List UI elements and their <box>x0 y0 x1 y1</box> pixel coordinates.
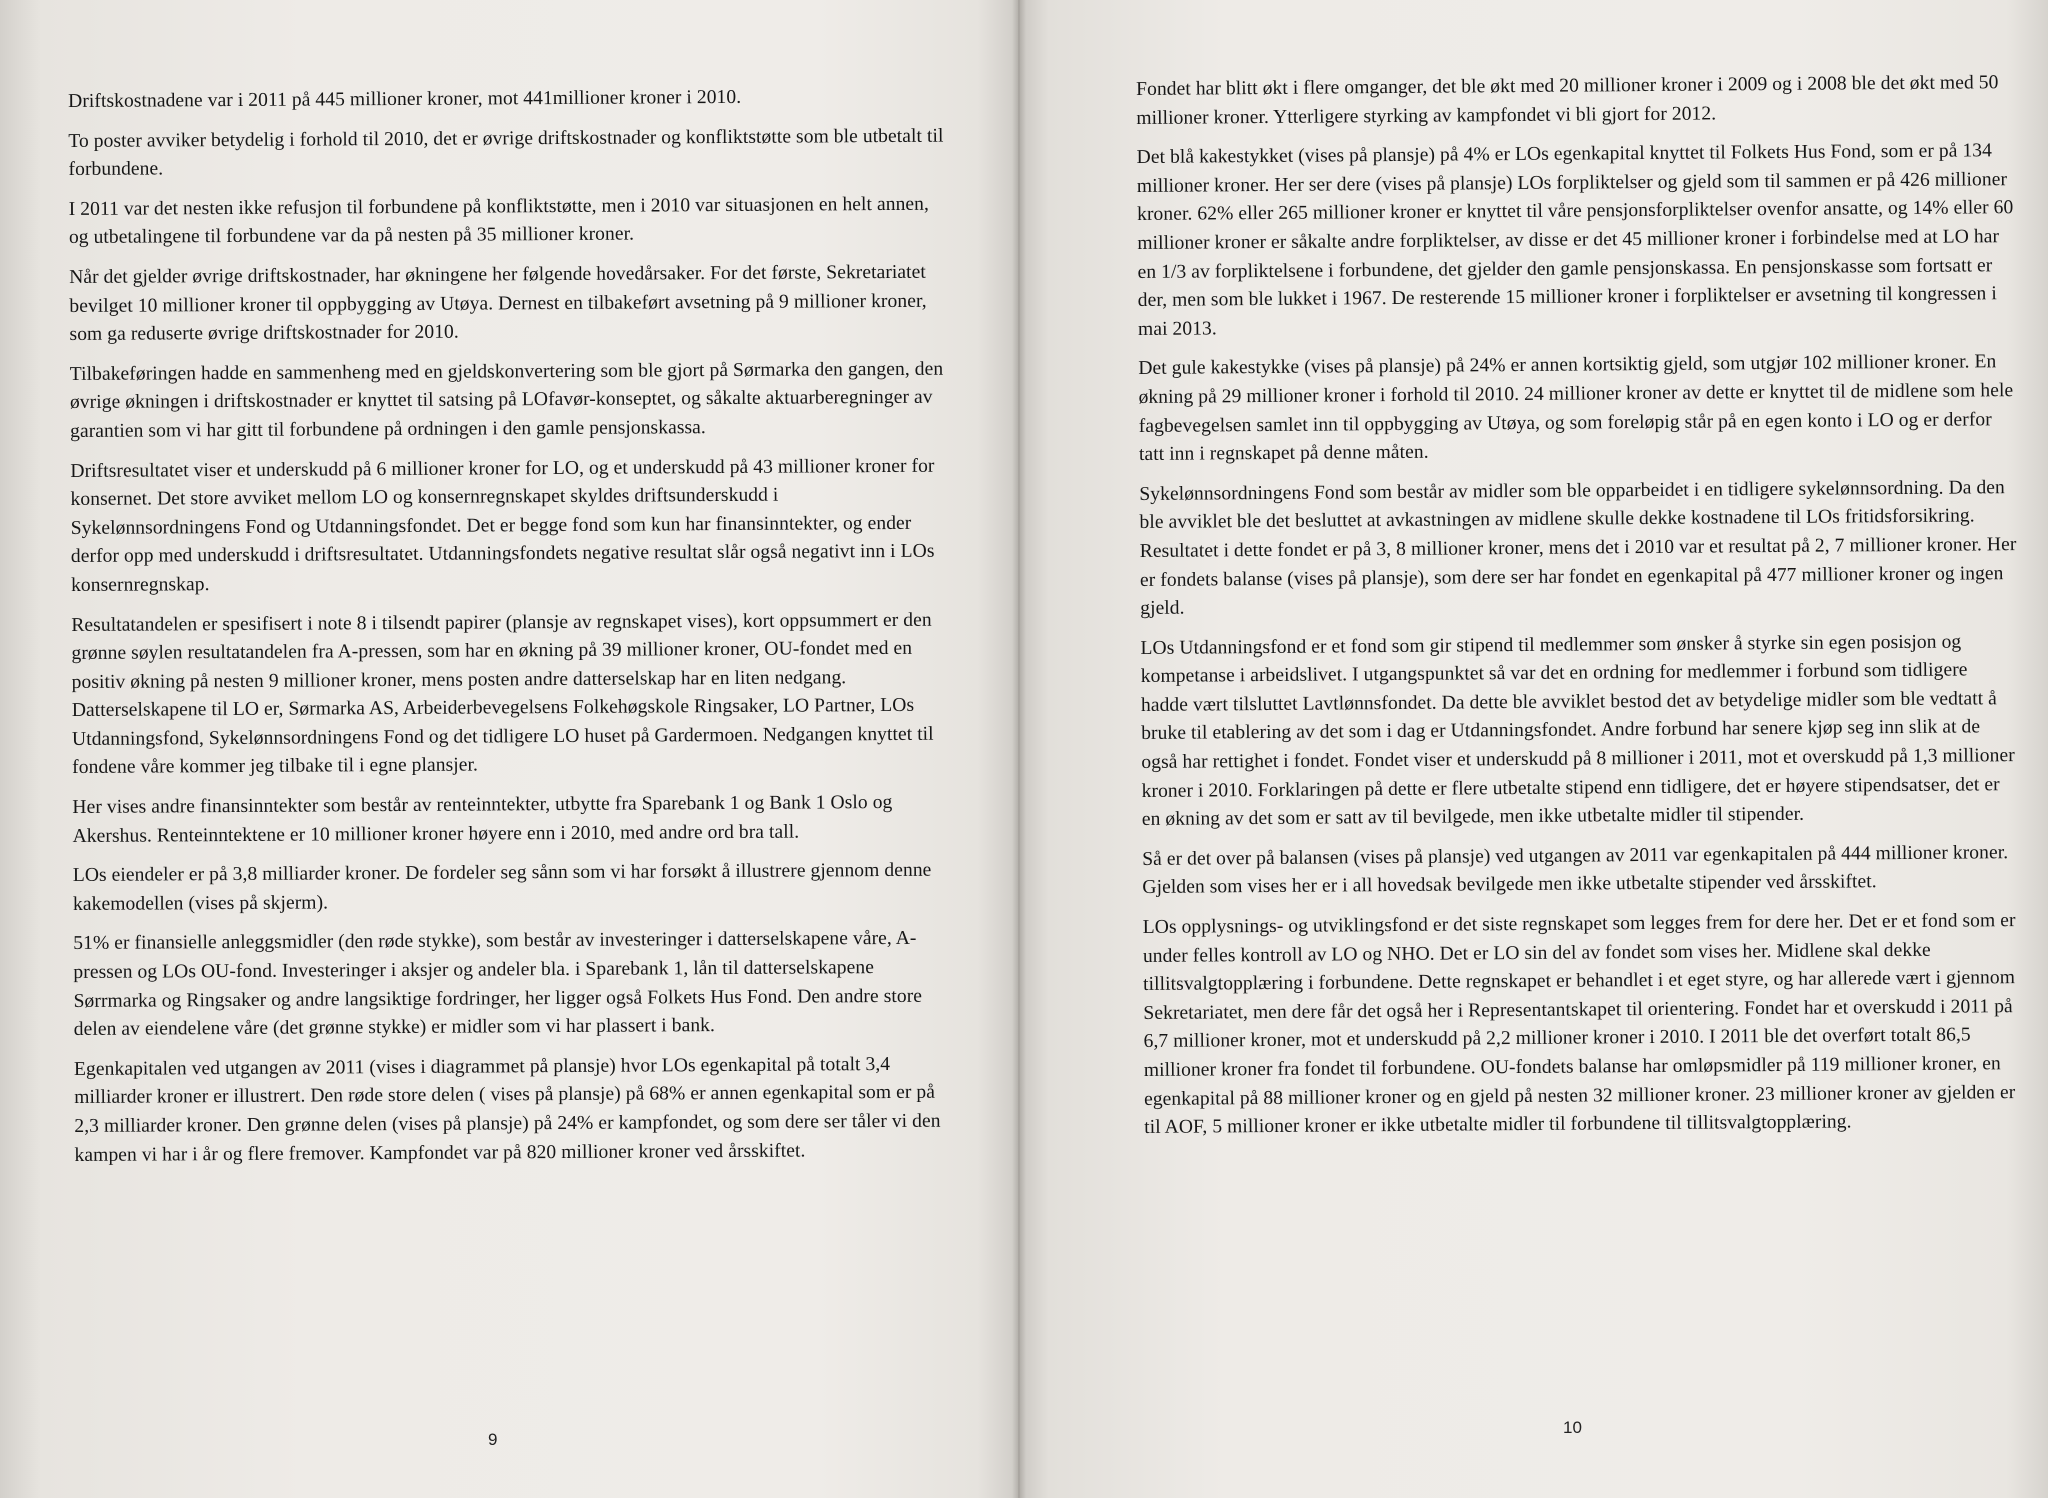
page-number-right: 10 <box>1563 1418 1582 1437</box>
left-paragraph-6: Driftsresultatet viser et underskudd på 6 millioner kroner for LO, og et underskudd på 43 millioner kroner for konsernet. Det store avviket mellom LO og konsernregnskapet skyldes driftsunderskudd i Sykelønnsordningens Fond og Utdanningsfondet. Det er begge fond som kun har finansinntekter, og ender derfor opp med underskudd i driftsresultatet. Utdanningsfondets negative resultat slår også negativt inn i LOs konsernregnskap. <box>70 455 935 596</box>
right-paragraph-5: LOs Utdanningsfond er et fond som gir stipend til medlemmer som ønsker å styrke sin egen posisjon og kompetanse i arbeidslivet. I utgangspunktet så var det en ordning for medlemmer i forbund som tidligere hadde vært tilsluttet Lavtlønnsfondet. Da dette ble avviklet bestod det av betydelige midler som ble vedtatt å bruke til etablering av det som i dag er Utdanningsfondet. Andre forbund har senere kjøp seg inn slik at de også har rettighet i fondet. Fondet viser et underskudd på 8 millioner i 2011, mot et overskudd på 1,3 millioner kroner i 2010. Forklaringen på dette er flere utbetalte stipend enn tidligere, det er høyere stipendsatser, det er en økning av det som er satt av til bevilgede, men ikke utbetalte midler til stipender. <box>1140 631 2015 831</box>
right-paragraph-1: Fondet har blitt økt i flere omganger, det ble økt med 20 millioner kroner i 2009 og i 2008 ble det økt med 50 millioner kroner. Ytterligere styrking av kampfondet vi bli gjort for 2012. <box>1136 72 1999 129</box>
right-page <box>1018 0 2048 1498</box>
left-paragraph-11: Egenkapitalen ved utgangen av 2011 (vises i diagrammet på plansje) hvor LOs egenkapital på totalt 3,4 milliarder kroner er illustrert. Den røde store delen ( vises på plansje) på 68% er annen egenkapital som er på 2,3 milliarder kroner. Den grønne delen (vises på plansje) på 24% er kampfondet, og som dere ser tåler vi den kampen vi har i år og flere fremover. Kampfondet var på 820 millioner kroner ved årsskiftet. <box>73 1053 941 1166</box>
left-paragraph-5: Tilbakeføringen hadde en sammenheng med en gjeldskonvertering som ble gjort på Sørmarka den gangen, den øvrige økningen i driftskostnader er knyttet til satsing på LOfavør-konseptet, og såkalte aktuarberegninger av garantien som vi har gitt til forbundene på ordningen i den gamle pensjonskassa. <box>69 358 944 442</box>
left-paragraph-1: Driftskostnadene var i 2011 på 445 millioner kroner, mot 441millioner kroner i 2010. <box>68 86 742 112</box>
left-paragraph-2: To poster avviker betydelig i forhold til 2010, det er øvrige driftskostnader og konfliktstøtte som ble utbetalt til forbundene. <box>68 125 944 181</box>
left-page-text <box>68 83 953 1182</box>
left-paragraph-10: 51% er finansielle anleggsmidler (den røde stykke), som består av investeringer i datterselskapene våre, A-pressen og LOs OU-fond. Investeringer i aksjer og andeler bla. i Sparebank 1, lån til datterselskapene Sørrmarka og Ringsaker og andre langsiktige fordringer, her ligger også Folkets Hus Fond. Den andre store delen av eiendelene våre (det grønne stykke) er midler som vi har plassert i bank. <box>73 928 923 1041</box>
right-paragraph-4: Sykelønnsordningens Fond som består av midler som ble opparbeidet i en tidligere sykelønnsordning. Da den ble avviklet ble det besluttet at avkastningen av midlene skulle dekke kostnadene til LOs fritidsforsikring. Resultatet i dette fondet er på 3, 8 millioner kroner, mens det i 2010 var et resultat på 2, 7 millioner kroner. Her er fondets balanse (vises på plansje), som dere ser har fondet en egenkapital på 477 millioner kroner og ingen gjeld. <box>1139 476 2017 620</box>
right-page-text <box>1136 69 2022 1154</box>
book-gutter <box>1012 0 1026 1498</box>
left-paragraph-4: Når det gjelder øvrige driftskostnader, har økningene her følgende hovedårsaker. For det første, Sekretariatet bevilget 10 millioner kroner til oppbygging av Utøya. Dernest en tilbakeført avsetning på 9 millioner kroner, som ga reduserte øvrige driftskostnader for 2010. <box>69 261 927 346</box>
right-paragraph-2: Det blå kakestykket (vises på plansje) på 4% er LOs egenkapital knyttet til Folkets Hus Fond, som er på 134 millioner kroner. Her ser dere (vises på plansje) LOs forpliktelser og gjeld som til sammen er på 426 millioner kroner. 62% eller 265 millioner kroner er knyttet til våre pensjonsforpliktelser ovenfor ansatte, og 14% eller 60 millioner kroner er såkalte andre forpliktelser, av disse er det 45 millioner kroner i forbindelse med at LO har en 1/3 av forpliktelsene i forbundene, det gjelder den gamle pensjonskassa. En pensjonskasse som fortsatt er der, men som ble lukket i 1967. De resterende 15 millioner kroner i forpliktelser er avsetning til kongressen i mai 2013. <box>1136 140 2014 340</box>
left-paragraph-9: LOs eiendeler er på 3,8 milliarder kroner. De fordeler seg sånn som vi har forsøkt å illustrere gjennom denne kakemodellen (vises på skjerm). <box>72 859 932 915</box>
page-number-left: 9 <box>488 1430 498 1449</box>
right-paragraph-3: Det gule kakestykke (vises på plansje) på 24% er annen kortsiktig gjeld, som utgjør 102 millioner kroner. En økning på 29 millioner kroner i forhold til 2010. 24 millioner kroner av dette er knyttet til de midlene som hele fagbevegelsen samlet inn til oppbygging av Utøya, og som foreløpig står på en egen konto i LO og er derfor tatt inn i regnskapet på denne måten. <box>1138 351 2014 466</box>
left-paragraph-3: I 2011 var det nesten ikke refusjon til forbundene på konfliktstøtte, men i 2010 var situasjonen en helt annen, og utbetalingene til forbundene var da på nesten på 35 millioner kroner. <box>68 193 929 249</box>
right-paragraph-7: LOs opplysnings- og utviklingsfond er det siste regnskapet som legges frem for dere her. Det er et fond som er under felles kontroll av LO og NHO. Det er LO sin del av fondet som vises her. Midlene skal dekke tillitsvalgtopplæring i forbundene. Dette regnskapet er behandlet i et eget styre, og har allerede vært i gjennom Sekretariatet, men dere får det også her i Representantskapet til orientering. Fondet har et overskudd i 2011 på 6,7 millioner kroner, mot et underskudd på 2,2 millioner kroner i 2010. I 2011 ble det overført totalt 86,5 millioner kroner fra fondet til forbundene. OU-fondets balanse har omløpsmidler på 119 millioner kroner, en egenkapital på 88 millioner kroner og en gjeld på nesten 32 millioner kroner. 23 millioner kroner av gjelden er til AOF, 5 millioner kroner er ikke utbetalte midler til forbundene til tillitsvalgtopplæring. <box>1142 910 2016 1139</box>
right-paragraph-6: Så er det over på balansen (vises på plansje) ved utgangen av 2011 var egenkapitalen på 444 millioner kroner. Gjelden som vises her er i all hovedsak bevilgede men ikke utbetalte stipender ved årsskiftet. <box>1142 842 2009 899</box>
left-paragraph-7: Resultatandelen er spesifisert i note 8 i tilsendt papirer (plansje av regnskapet vises), kort oppsummert er den grønne søylen resultatandelen fra A-pressen, som har en økning på 39 millioner kroner, OU-fondet med en positiv økning på nesten 9 millioner kroner, mens posten andre datterselskap har en liten nedgang. Datterselskapene til LO er, Sørmarka AS, Arbeiderbevegelsens Folkehøgskole Ringsaker, LO Partner, LOs Utdanningsfond, Sykelønnsordningens Fond og det tidligere LO huset på Gardermoen. Nedgangen knyttet til fondene våre kommer jeg tilbake til i egne plansjer. <box>71 609 934 779</box>
left-page <box>0 0 1018 1498</box>
left-paragraph-8: Her vises andre finansinntekter som består av renteinntekter, utbytte fra Sparebank 1 og Bank 1 Oslo og Akershus. Renteinntektene er 10 millioner kroner høyere enn i 2010, med andre ord bra tall. <box>72 792 893 847</box>
